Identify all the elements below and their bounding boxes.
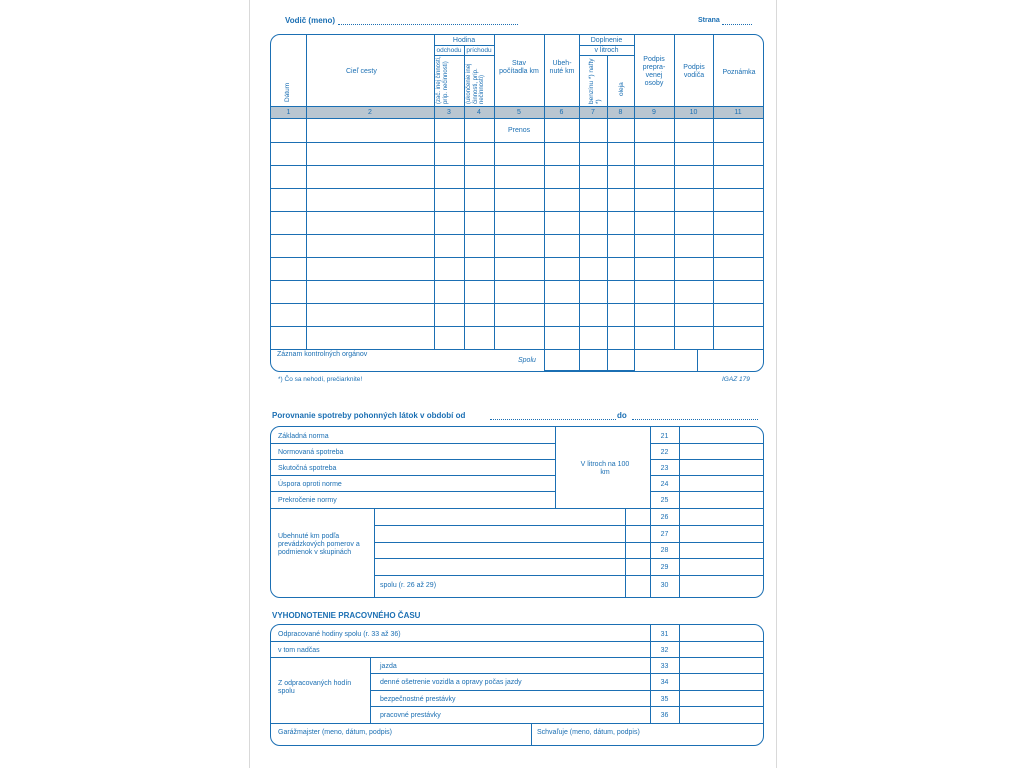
note-label: Poznámka bbox=[722, 69, 756, 76]
garage-label: Garážmajster (meno, dátum, podpis) bbox=[278, 729, 392, 736]
col-destination-label: Cieľ cesty bbox=[346, 68, 377, 75]
hours-total-label: Odpracované hodiny spolu (r. 33 až 36) bbox=[278, 631, 401, 638]
footnote: *) Čo sa nehodí, prečiarknite! bbox=[278, 376, 363, 383]
departure-label: odchodu bbox=[436, 47, 462, 54]
row-number: 21 bbox=[660, 433, 669, 440]
unit-label: V litroch na 100 km bbox=[580, 461, 630, 476]
trip-table bbox=[270, 34, 764, 372]
consumption-to-label: do bbox=[617, 411, 627, 420]
carry-fuel-box[interactable] bbox=[579, 118, 608, 143]
departure-note: (zač. inej činnosti, príp. nečinnosti) bbox=[436, 56, 449, 104]
page-label: Strana bbox=[698, 17, 720, 24]
work-item-label: bezpečnostné prestávky bbox=[380, 696, 456, 703]
form-sheet bbox=[249, 0, 777, 768]
consumption-row-label: Prekročenie normy bbox=[278, 497, 337, 504]
col-number: 9 bbox=[652, 109, 656, 116]
row-number: 32 bbox=[660, 647, 669, 654]
refuel-group-label: Doplnenie bbox=[590, 37, 623, 44]
row-number: 23 bbox=[660, 465, 669, 472]
work-item-label: jazda bbox=[380, 663, 397, 670]
driver-name-field[interactable] bbox=[338, 24, 518, 25]
col-number: 5 bbox=[517, 109, 521, 116]
km-total-label: spolu (r. 26 až 29) bbox=[380, 582, 437, 589]
row-number: 29 bbox=[660, 564, 669, 571]
row-number: 33 bbox=[660, 663, 669, 670]
km-driven-label: Ubeh-nuté km bbox=[549, 60, 575, 75]
period-from-field[interactable] bbox=[490, 419, 616, 420]
col-number: 6 bbox=[559, 109, 564, 116]
arrival-label: príchodu bbox=[466, 47, 492, 54]
overtime-label: v tom nadčas bbox=[278, 647, 320, 654]
row-number: 22 bbox=[660, 449, 669, 456]
row-number: 35 bbox=[660, 696, 669, 703]
row-number: 30 bbox=[660, 582, 669, 589]
col-number: 7 bbox=[591, 109, 595, 116]
control-record-label: Záznam kontrolných orgánov bbox=[277, 351, 368, 358]
page-number-field[interactable] bbox=[722, 24, 752, 25]
consumption-table bbox=[270, 426, 764, 598]
row-number: 31 bbox=[660, 631, 669, 638]
fuel-col-label: benzínu *) nafty *) bbox=[588, 58, 602, 104]
group-label: Z odpracovaných hodín spolu bbox=[278, 680, 352, 695]
col-number: 10 bbox=[689, 109, 698, 116]
total-km-box[interactable] bbox=[544, 349, 580, 371]
driver-label: Vodič (meno) bbox=[285, 16, 336, 25]
work-item-label: pracovné prestávky bbox=[380, 712, 441, 719]
work-time-title: VYHODNOTENIE PRACOVNÉHO ČASU bbox=[272, 611, 421, 620]
period-to-field[interactable] bbox=[632, 419, 758, 420]
hour-group-label: Hodina bbox=[452, 37, 476, 44]
col-number: 4 bbox=[477, 109, 481, 116]
col-number: 11 bbox=[734, 109, 742, 116]
consumption-row-label: Úspora oproti norme bbox=[278, 481, 342, 488]
approve-label: Schvaľuje (meno, dátum, podpis) bbox=[537, 729, 640, 736]
in-liters-label: v litroch bbox=[594, 47, 619, 54]
row-number: 36 bbox=[660, 712, 669, 719]
oil-col-label: oleja bbox=[618, 82, 625, 96]
total-oil-box[interactable] bbox=[607, 349, 635, 371]
row-number: 26 bbox=[660, 514, 669, 521]
consumption-row-label: Základná norma bbox=[278, 433, 329, 440]
row-number: 28 bbox=[660, 547, 669, 554]
carried-sign-label: Podpis prepra-venej osoby bbox=[642, 56, 666, 87]
driver-sign-label: Podpis vodiča bbox=[683, 64, 705, 79]
carry-label: Prenos bbox=[508, 127, 531, 134]
carry-km-box[interactable] bbox=[544, 118, 580, 143]
consumption-row-label: Normovaná spotreba bbox=[278, 449, 344, 456]
col-number: 8 bbox=[618, 109, 623, 116]
row-number: 24 bbox=[660, 481, 669, 488]
col-number: 1 bbox=[286, 109, 291, 116]
col-date-label: Dátum bbox=[284, 82, 291, 102]
arrival-note: (ukončenie inej činnosti, príp. nečinnosti) bbox=[466, 63, 485, 104]
row-number: 34 bbox=[660, 679, 669, 686]
consumption-row-label: Skutočná spotreba bbox=[278, 465, 337, 472]
work-item-label: denné ošetrenie vozidla a opravy počas jazdy bbox=[380, 679, 522, 686]
col-number: 3 bbox=[447, 109, 451, 116]
col-number: 2 bbox=[368, 109, 372, 116]
total-fuel-box[interactable] bbox=[579, 349, 608, 371]
consumption-title: Porovnanie spotreby pohonných látok v období od bbox=[272, 411, 466, 420]
form-code: IGAZ 179 bbox=[722, 376, 750, 383]
row-number: 27 bbox=[660, 531, 669, 538]
total-label: Spolu bbox=[518, 357, 536, 364]
odometer-label: Stav počítadla km bbox=[499, 60, 539, 75]
row-number: 25 bbox=[660, 497, 669, 504]
km-group-label: Ubehnuté km podľa prevádzkových pomerov a podmienok v skupinách bbox=[278, 533, 360, 556]
